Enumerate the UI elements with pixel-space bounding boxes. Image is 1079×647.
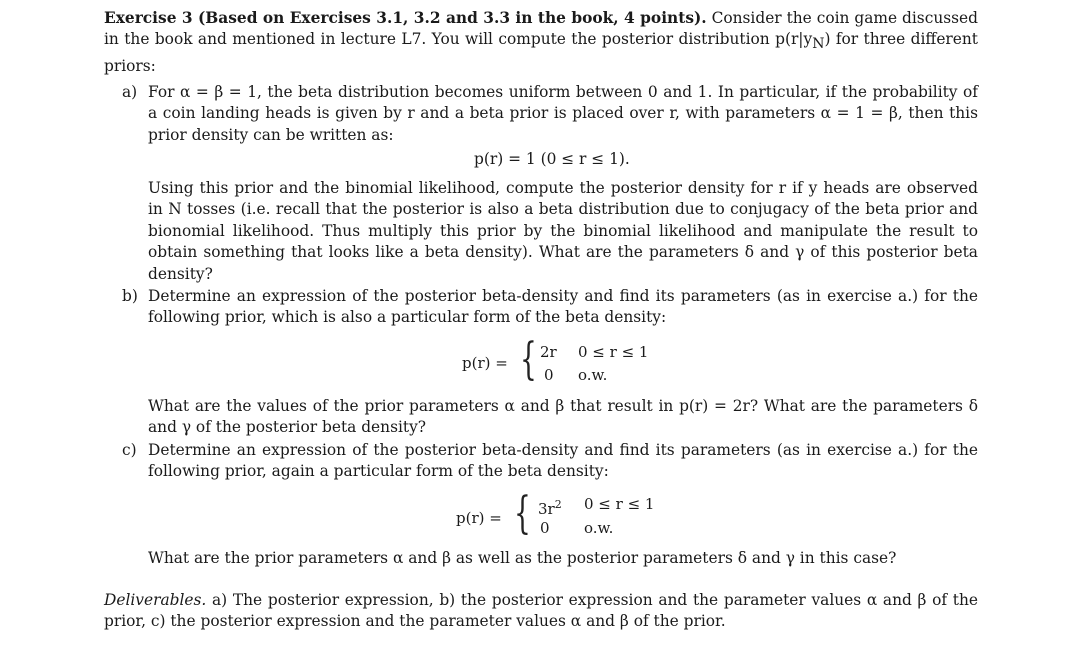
item-b-case1-expr: 2r bbox=[540, 343, 557, 361]
item-c-label: c) bbox=[122, 441, 137, 459]
item-b-lhs: p(r) = bbox=[462, 354, 508, 372]
item-c-case1 bbox=[538, 494, 562, 520]
item-b-continuation: What are the values of the prior parameters α and β that result in p(r) = 2r? What are the parameters δ and γ of the posterior beta density? bbox=[148, 397, 978, 437]
item-c-case2-cond: o.w. bbox=[584, 519, 614, 537]
item-c-continuation: What are the prior parameters α and β as well as the posterior parameters δ and γ in this case? bbox=[148, 549, 897, 567]
item-c-case2-expr: 0 bbox=[540, 519, 550, 537]
item-a-text: For α = β = 1, the beta distribution becomes uniform between 0 and 1. In particular, if the probability of a coin landing heads is given by r and a beta prior is placed over r, with parameters α = 1 = β, then this prior density can be written as: bbox=[148, 83, 978, 144]
item-c-text: Determine an expression of the posterior beta-density and find its parameters (as in exercise a.) for the following prior, again a particular form of the beta density: bbox=[148, 441, 978, 481]
item-a-label: a) bbox=[122, 83, 138, 101]
item-a-equation: p(r) = 1 (0 ≤ r ≤ 1). bbox=[474, 150, 630, 168]
item-b-case2-expr: 0 bbox=[544, 366, 554, 384]
item-c-case1-cond: 0 ≤ r ≤ 1 bbox=[584, 495, 655, 513]
item-b-text: Determine an expression of the posterior beta-density and find its parameters (as in exercise a.) for the following prior, which is also a particular form of the beta density: bbox=[148, 287, 978, 327]
intro-text-end: ) for three different priors: bbox=[104, 30, 978, 75]
item-b-brace: { bbox=[520, 334, 537, 385]
item-c-lhs: p(r) = bbox=[456, 509, 502, 527]
item-b-case1-cond: 0 ≤ r ≤ 1 bbox=[578, 343, 649, 361]
deliverables-text: a) The posterior expression, b) the posterior expression and the parameter values α and β of the prior, c) the posterior expression and the parameter values α and β of the prior. bbox=[104, 591, 978, 631]
exercise-heading: Exercise 3 (Based on Exercises 3.1, 3.2 and 3.3 in the book, 4 points). bbox=[104, 9, 707, 27]
deliverables bbox=[104, 590, 978, 633]
item-c-brace: { bbox=[514, 488, 531, 539]
intro-text: Consider the coin game discussed in the book and mentioned in lecture L7. You will compute the posterior distribution p(r|y bbox=[104, 9, 978, 49]
item-b-case2-cond: o.w. bbox=[578, 366, 608, 384]
item-c-case1-sup: 2 bbox=[554, 498, 562, 511]
exercise-intro bbox=[104, 8, 978, 77]
deliverables-label: Deliverables. bbox=[104, 591, 207, 609]
item-b-label: b) bbox=[122, 287, 138, 305]
intro-subscript: N bbox=[812, 36, 825, 53]
item-c-case1-expr: 3r bbox=[538, 500, 555, 518]
item-a-continuation: Using this prior and the binomial likelihood, compute the posterior density for r if y heads are observed in N tosses (i.e. recall that the posterior is also a beta distribution due to conjugacy of the beta prior and bionomial likelihood. Thus multiply this prior by the binomial likelihood and manipulate the result to obtain something that looks like a beta density). What are the parameters δ and γ of this posterior beta density? bbox=[148, 179, 978, 283]
